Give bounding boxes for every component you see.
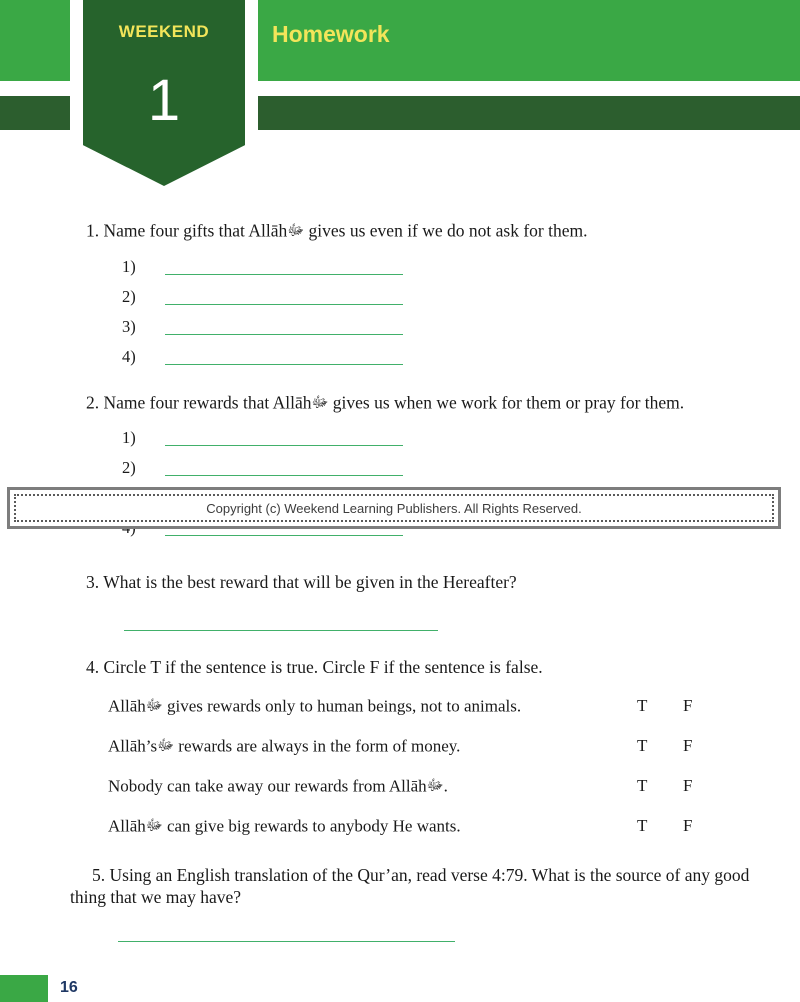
q1-answer-line-4[interactable] bbox=[165, 364, 403, 365]
question-4-text bbox=[86, 656, 543, 678]
question-5-number: 5. bbox=[92, 865, 106, 885]
page-number: 16 bbox=[60, 979, 78, 996]
q1-answer-row-1[interactable] bbox=[122, 257, 412, 279]
question-2-number: 2. bbox=[86, 392, 100, 413]
question-4-body: Circle T if the sentence is true. Circle F if the sentence is false. bbox=[103, 657, 543, 677]
copyright-overlay bbox=[7, 487, 781, 529]
question-3-number: 3. bbox=[86, 572, 100, 592]
q2-answer-line-2[interactable] bbox=[165, 475, 403, 476]
q1-answer-line-3[interactable] bbox=[165, 334, 403, 335]
question-1-prefix: Name four gifts that Allāh bbox=[103, 220, 288, 241]
question-5-line-2: thing that we may have? bbox=[70, 887, 242, 907]
q2-answer-row-2[interactable] bbox=[122, 458, 412, 480]
tf-statement-3 bbox=[108, 776, 448, 798]
tf-statement-4 bbox=[108, 816, 461, 838]
q1-answer-line-1[interactable] bbox=[165, 274, 403, 275]
tf-statement-2-suffix: rewards are always in the form of money. bbox=[174, 736, 461, 756]
q3-answer-line[interactable] bbox=[124, 630, 438, 631]
tf-false-option-1[interactable]: F bbox=[683, 696, 693, 715]
tf-statement-2-prefix: Allāh’s bbox=[108, 736, 158, 756]
tf-false-option-3[interactable]: F bbox=[683, 776, 693, 795]
question-4-number: 4. bbox=[86, 657, 100, 677]
tf-statement-1-prefix: Allāh bbox=[108, 696, 146, 716]
q1-answer-line-2[interactable] bbox=[165, 304, 403, 305]
q2-answer-row-1[interactable] bbox=[122, 428, 412, 450]
weekend-label: WEEKEND bbox=[118, 22, 210, 41]
tf-statement-2 bbox=[108, 736, 460, 758]
question-5-line-1 bbox=[92, 864, 749, 886]
question-3-body: What is the best reward that will be given in the Hereafter? bbox=[103, 572, 517, 592]
jalla-jalaluhu-glyph: ﷻ bbox=[311, 393, 329, 411]
question-2-suffix: gives us when we work for them or pray for them. bbox=[328, 392, 685, 413]
q2-answer-number-1: 1) bbox=[122, 428, 136, 447]
copyright-text: Copyright (c) Weekend Learning Publishers. All Rights Reserved. bbox=[206, 500, 582, 516]
tf-true-option-1[interactable]: T bbox=[637, 696, 648, 715]
question-1-text bbox=[86, 219, 588, 242]
q1-answer-row-4[interactable] bbox=[122, 347, 412, 369]
question-3-text bbox=[86, 571, 517, 593]
tf-statement-4-prefix: Allāh bbox=[108, 816, 146, 836]
jalla-jalaluhu-glyph: ﷻ bbox=[287, 221, 305, 239]
question-2-text bbox=[86, 391, 684, 414]
q2-answer-number-2: 2) bbox=[122, 458, 136, 477]
tf-false-option-2[interactable]: F bbox=[683, 736, 693, 755]
tf-true-option-3[interactable]: T bbox=[637, 776, 648, 795]
q1-answer-row-2[interactable] bbox=[122, 287, 412, 309]
tf-statement-1-suffix: gives rewards only to human beings, not to animals. bbox=[162, 696, 522, 716]
q2-answer-line-1[interactable] bbox=[165, 445, 403, 446]
jalla-jalaluhu-glyph: ﷻ bbox=[157, 736, 175, 754]
q1-answer-number-4: 4) bbox=[122, 347, 136, 366]
question-5-body-line-1: Using an English translation of the Qur’an, read verse 4:79. What is the source of any good bbox=[109, 865, 750, 885]
page-title: Homework bbox=[272, 21, 390, 47]
tf-statement-1 bbox=[108, 696, 521, 718]
tf-true-option-4[interactable]: T bbox=[637, 816, 648, 835]
q1-answer-number-3: 3) bbox=[122, 317, 136, 336]
q1-answer-number-1: 1) bbox=[122, 257, 136, 276]
footer-color-swatch bbox=[0, 975, 48, 1002]
tf-true-option-2[interactable]: T bbox=[637, 736, 648, 755]
q1-answer-number-2: 2) bbox=[122, 287, 136, 306]
tf-statement-3-prefix: Nobody can take away our rewards from Allāh bbox=[108, 776, 427, 796]
copyright-inner-border bbox=[14, 494, 774, 522]
weekend-number: 1 bbox=[147, 68, 181, 133]
question-1-suffix: gives us even if we do not ask for them. bbox=[304, 220, 588, 241]
q5-answer-line[interactable] bbox=[118, 941, 455, 942]
tf-statement-3-suffix: . bbox=[443, 776, 448, 796]
jalla-jalaluhu-glyph: ﷻ bbox=[145, 816, 163, 834]
tf-statement-4-suffix: can give big rewards to anybody He wants. bbox=[162, 816, 461, 836]
tf-false-option-4[interactable]: F bbox=[683, 816, 693, 835]
question-2-prefix: Name four rewards that Allāh bbox=[103, 392, 312, 413]
q1-answer-row-3[interactable] bbox=[122, 317, 412, 339]
q2-answer-line-4[interactable] bbox=[165, 535, 403, 536]
jalla-jalaluhu-glyph: ﷻ bbox=[426, 776, 444, 794]
jalla-jalaluhu-glyph: ﷻ bbox=[145, 696, 163, 714]
question-1-number: 1. bbox=[86, 220, 100, 241]
